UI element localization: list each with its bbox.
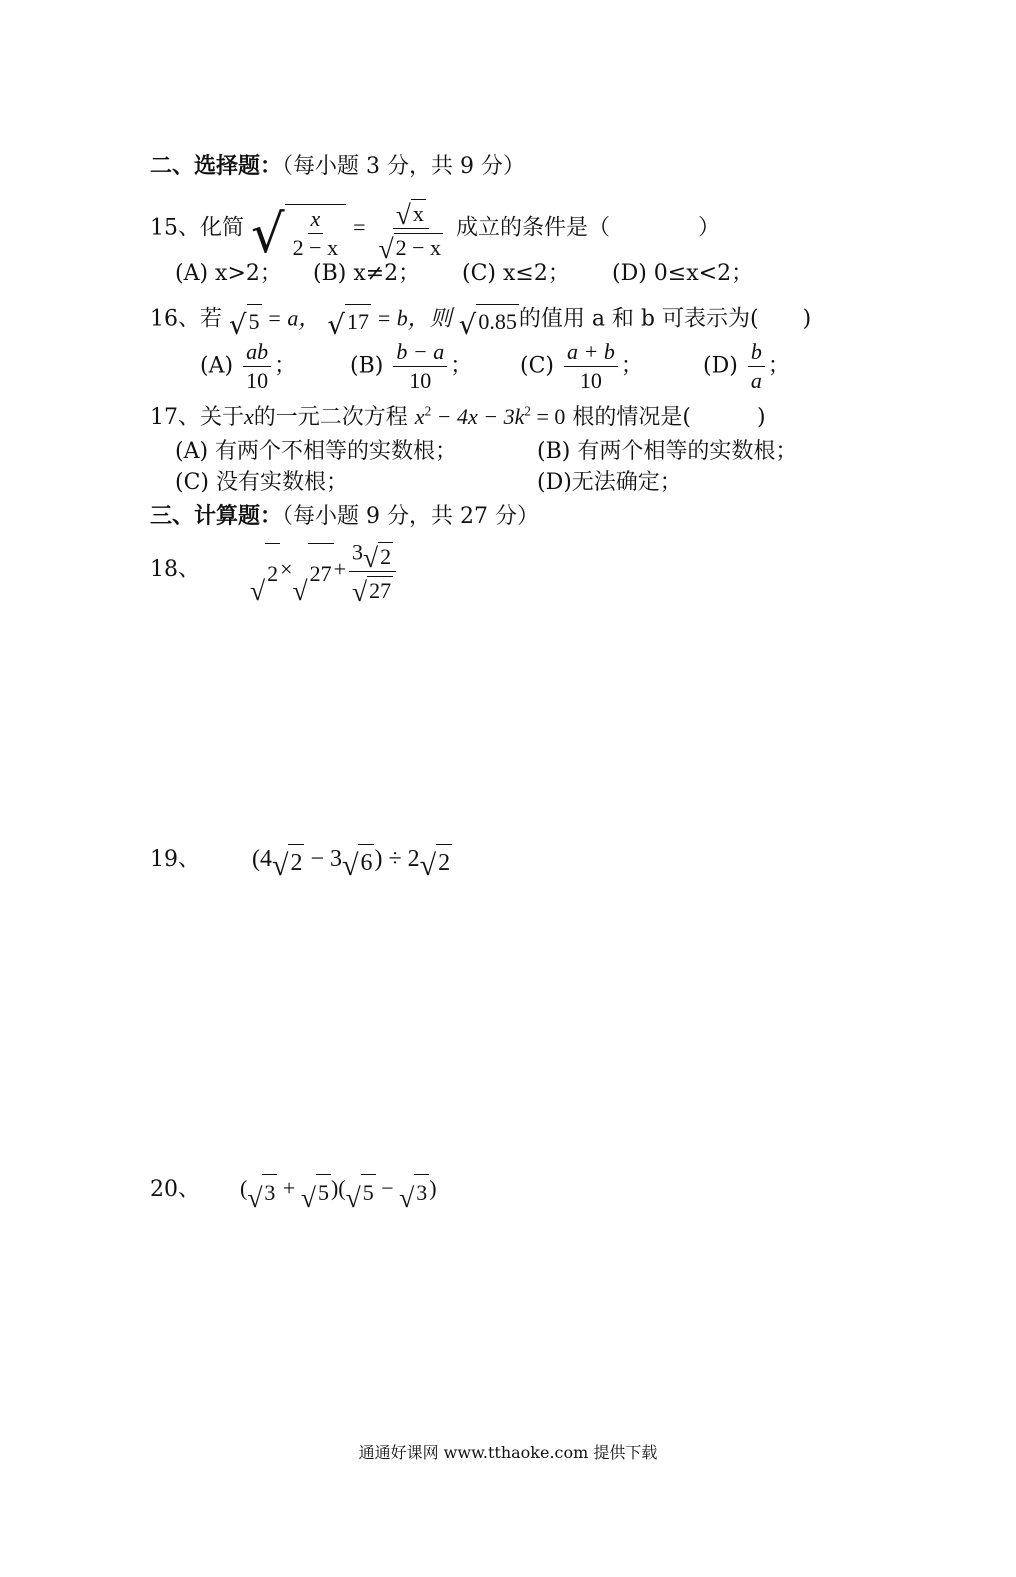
q18-num-coef: 3 bbox=[352, 539, 364, 565]
q16-sqrt-5: 5 bbox=[247, 304, 262, 339]
q19-open: (4 bbox=[252, 846, 272, 873]
q18-sqrt-2: 2 bbox=[265, 543, 280, 604]
q16-option-a-end: ； bbox=[274, 353, 297, 379]
q16-option-b-label: (B) bbox=[350, 353, 384, 379]
q17-eq-c: = 0 bbox=[530, 404, 566, 429]
q20-number: 20、 bbox=[150, 1177, 200, 1202]
q16-lead: 若 bbox=[200, 306, 223, 332]
q16-option-b bbox=[350, 338, 472, 395]
q16-option-c-label: (C) bbox=[520, 353, 554, 379]
section3-title: 三、计算题： bbox=[150, 503, 283, 529]
q16-option-a-num: ab bbox=[243, 338, 271, 367]
q16-option-d-num: b bbox=[748, 338, 765, 367]
q17-option-a: (A) 有两个不相等的实数根； bbox=[175, 439, 458, 464]
q16-number: 16、 bbox=[150, 306, 200, 332]
question-16: 16、若 √ 5 = a， √ 17 = b，则 √ 0.85 的值用 a 和 b 可表示为( ) bbox=[150, 305, 812, 341]
q15-option-b: (B) x≠2； bbox=[313, 261, 421, 286]
q16-option-c-den: 10 bbox=[579, 368, 602, 393]
q18-num-rad: 2 bbox=[380, 544, 392, 569]
q17-mid: 的一元二次方程 bbox=[253, 405, 408, 430]
q15-tail: 成立的条件是（ ） bbox=[456, 215, 721, 241]
q15-left-sqrt: √ $\frac{x}{2 - x}$ bbox=[251, 196, 346, 262]
q16-option-d-end: ； bbox=[767, 353, 790, 379]
q16-sqrt-17: 17 bbox=[345, 304, 371, 339]
q17-option-c: (C) 没有实数根； bbox=[175, 470, 348, 495]
section2-note: （每小题 3 分，共 9 分） bbox=[282, 154, 525, 179]
question-17 bbox=[150, 403, 766, 432]
q20-close: ) bbox=[429, 1175, 437, 1201]
q17-eq-sup2: 2 bbox=[524, 403, 531, 419]
q18-expression: √ 2 × √ 27 + 3 √ 2 √ 27 bbox=[250, 538, 399, 605]
q17-option-b: (B) 有两个相等的实数根； bbox=[537, 439, 798, 464]
q16-sqrt-085: 0.85 bbox=[476, 304, 519, 339]
section3-note: （每小题 9 分，共 27 分） bbox=[282, 504, 539, 529]
q15-lead: 化简 bbox=[200, 215, 245, 241]
q19-sqrt-6: 6 bbox=[358, 844, 374, 881]
q16-option-b-num: b − a bbox=[393, 338, 447, 367]
q15-right-den: 2 − x bbox=[395, 235, 442, 260]
q19-sqrt-2a: 2 bbox=[288, 844, 304, 881]
q15-option-d: (D) 0≤x<2； bbox=[612, 261, 754, 286]
q18-plus: + bbox=[333, 556, 347, 582]
q16-option-d-den: a bbox=[750, 368, 762, 393]
q17-option-d: (D)无法确定； bbox=[537, 470, 682, 495]
q16-option-b-end: ； bbox=[450, 353, 473, 379]
q16-option-d-label: (D) bbox=[703, 353, 738, 379]
question-15 bbox=[150, 195, 721, 265]
q17-lead: 关于 bbox=[200, 405, 245, 430]
section2-heading bbox=[150, 152, 525, 181]
q17-eq-a: x bbox=[414, 404, 425, 429]
q19-expression: (4 √ 2 − 3 √ 6 ) ÷ 2 √ 2 bbox=[252, 840, 452, 881]
q15-number: 15、 bbox=[150, 215, 200, 241]
q20-open: ( bbox=[240, 1175, 248, 1201]
q17-eq-b: − 4x − 3k bbox=[431, 404, 525, 429]
q18-number: 18、 bbox=[150, 557, 200, 582]
q16-option-c-end: ； bbox=[620, 353, 643, 379]
q20-plus: + bbox=[277, 1175, 301, 1201]
q19-close: ) ÷ 2 bbox=[374, 846, 420, 873]
section3-heading bbox=[150, 502, 539, 531]
q15-equals: = bbox=[353, 214, 366, 240]
q17-tail: 根的情况是( ) bbox=[572, 405, 766, 430]
q16-option-c bbox=[520, 338, 643, 395]
q20-mid: )( bbox=[330, 1175, 346, 1201]
q19-minus: − 3 bbox=[304, 846, 343, 873]
q18-times: × bbox=[280, 556, 293, 582]
q16-eq2: = b，则 bbox=[370, 305, 452, 331]
q16-option-a-den: 10 bbox=[246, 368, 269, 393]
q20-sqrt-5a: 5 bbox=[316, 1174, 331, 1211]
q16-option-a-label: (A) bbox=[200, 353, 234, 379]
q20-sqrt-5b: 5 bbox=[361, 1174, 376, 1211]
q19-number: 19、 bbox=[150, 847, 200, 872]
q15-right-num: x bbox=[412, 201, 424, 226]
q20-expression: ( √ 3 + √ 5 )( √ 5 − √ 3 ) bbox=[240, 1175, 437, 1213]
q17-var: x bbox=[244, 404, 254, 429]
q16-option-d bbox=[703, 338, 790, 395]
q16-eq1: = a， bbox=[261, 305, 321, 331]
q19-sqrt-2b: 2 bbox=[436, 844, 452, 881]
q18-sqrt-27: 27 bbox=[308, 543, 334, 604]
q15-left-num: x bbox=[308, 205, 324, 234]
q18-den-rad: 27 bbox=[369, 578, 392, 603]
q15-option-c: (C) x≤2； bbox=[462, 261, 570, 286]
q16-option-c-num: a + b bbox=[564, 338, 618, 367]
q20-sqrt-3a: 3 bbox=[262, 1174, 277, 1211]
q15-option-a: (A) x>2； bbox=[175, 261, 282, 286]
section2-title: 二、选择题： bbox=[150, 153, 283, 179]
q20-minus: − bbox=[375, 1175, 400, 1201]
q16-option-b-den: 10 bbox=[409, 368, 432, 393]
q20-sqrt-3b: 3 bbox=[414, 1174, 429, 1211]
page-footer: 通通好课网 www.tthaoke.com 提供下载 bbox=[358, 1443, 658, 1462]
q17-number: 17、 bbox=[150, 405, 200, 430]
q17-eq-sup1: 2 bbox=[424, 403, 432, 419]
q16-tail: 的值用 a 和 b 可表示为( ) bbox=[518, 306, 812, 332]
q16-option-a bbox=[200, 338, 296, 395]
q15-left-den: 2 − x bbox=[292, 234, 339, 260]
q15-right-frac: √ x √ 2 − x bbox=[376, 195, 447, 262]
